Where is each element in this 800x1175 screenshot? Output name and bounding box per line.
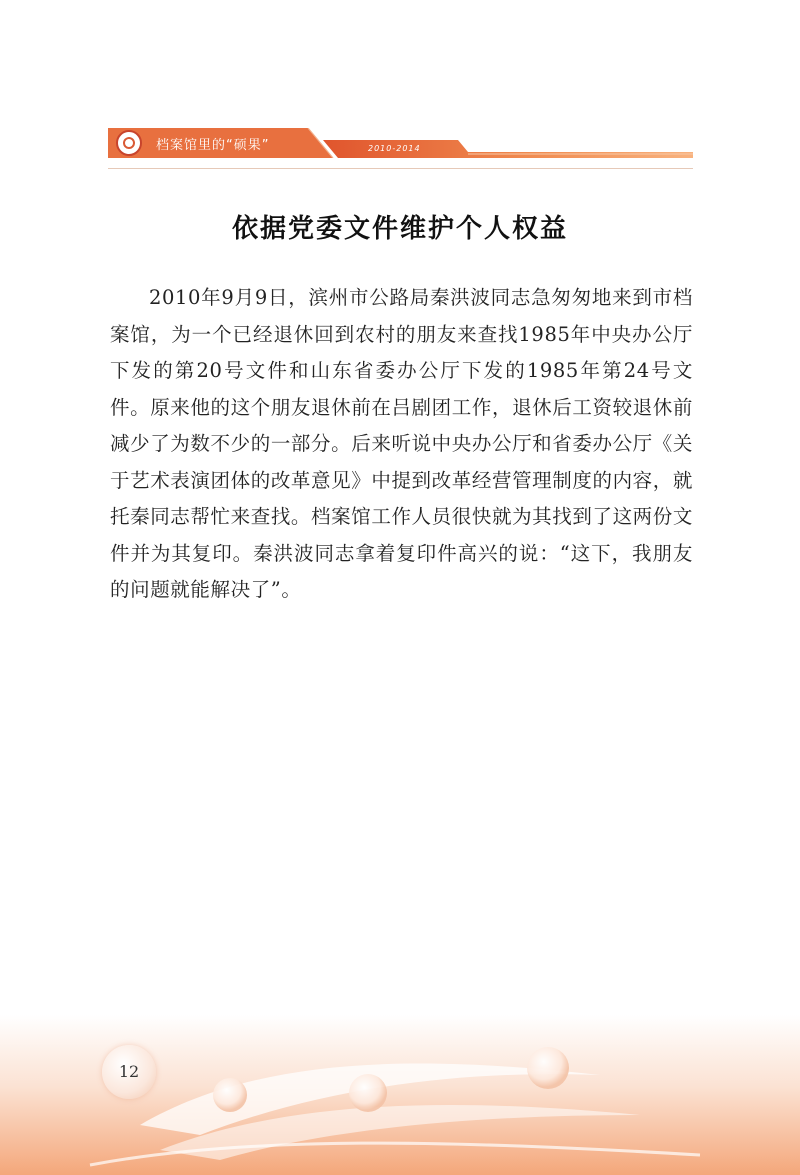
running-header: [108, 128, 693, 158]
article-title: 依据党委文件维护个人权益: [231, 214, 568, 244]
page-number: 12: [102, 1045, 156, 1099]
archive-seal-icon: [116, 130, 142, 156]
header-divider: [108, 168, 693, 169]
header-years: 2010-2014: [368, 144, 421, 153]
article-body: 2010年9月9日，滨州市公路局秦洪波同志急匆匆地来到市档案馆，为一个已经退休回到农村的朋友来查找1985年中央办公厅下发的第20号文件和山东省委办公厅下发的1985年第24号文件。原来他的这个朋友退休前在吕剧团工作，退休后工资较退休前减少了为数不少的一部分。后来听说中央办公厅和省委办公厅《关于艺术表演团体的改革意见》中提到改革经营管理制度的内容，就托秦同志帮忙来查找。档案馆工作人员很快就为其找到了这两份文件并为其复印。秦洪波同志拿着复印件高兴的说：“这下，我朋友的问题就能解决了”。: [110, 286, 693, 601]
header-title: 档案馆里的“硕果”: [156, 138, 270, 153]
